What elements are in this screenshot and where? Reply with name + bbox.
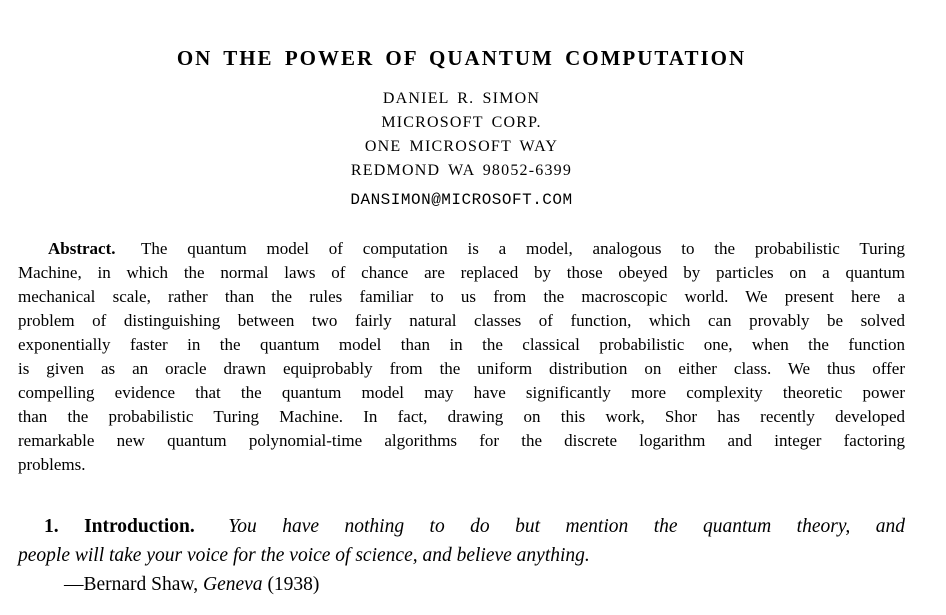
- introduction-quote-line2: people will take your voice for the voice of science, and believe anything.: [18, 545, 590, 566]
- quote-attribution: [18, 570, 905, 599]
- introduction-quote-line1: You have nothing to do but mention the quantum theory, and: [228, 516, 905, 537]
- abstract-line: mechanical scale, rather than the rules familiar to us from the macroscopic world. We present here a: [18, 287, 905, 306]
- author-block: [18, 87, 905, 183]
- abstract-line: is given as an oracle drawn equiprobably from the uniform distribution on either class. We thus offer: [18, 359, 905, 378]
- author-affiliation: MICROSOFT CORP.: [381, 114, 542, 131]
- attribution-source: Geneva: [203, 574, 263, 595]
- paper-title: ON THE POWER OF QUANTUM COMPUTATION: [176, 46, 747, 70]
- abstract-line: remarkable new quantum polynomial-time algorithms for the discrete logarithm and integer factoring: [18, 431, 905, 450]
- abstract-line: [18, 237, 905, 261]
- abstract-line: exponentially faster in the quantum model than in the classical probabilistic one, when the function: [18, 335, 905, 354]
- author-name: DANIEL R. SIMON: [382, 90, 541, 107]
- introduction-section: [18, 512, 905, 599]
- author-address-line1: ONE MICROSOFT WAY: [364, 138, 559, 155]
- abstract-line: than the probabilistic Turing Machine. In fact, drawing on this work, Shor has recently developed: [18, 407, 905, 426]
- abstract-line: Machine, in which the normal laws of chance are replaced by those obeyed by particles on a quantum: [18, 263, 905, 282]
- abstract-text: The quantum model of computation is a model, analogous to the probabilistic Turing: [141, 239, 906, 258]
- abstract-line: problems.: [18, 455, 86, 474]
- author-email: DANSIMON@MICROSOFT.COM: [350, 191, 573, 209]
- attribution-year: (1938): [267, 574, 320, 595]
- abstract-line: compelling evidence that the quantum model may have significantly more complexity theoretic power: [18, 383, 905, 402]
- abstract-label: Abstract.: [48, 239, 116, 258]
- introduction-heading: 1. Introduction.: [44, 516, 195, 537]
- introduction-first-line: [18, 512, 905, 541]
- abstract-line: problem of distinguishing between two fairly natural classes of function, which can provably be solved: [18, 311, 905, 330]
- author-address-line2: REDMOND WA 98052-6399: [350, 162, 573, 179]
- attribution-author: —Bernard Shaw,: [64, 574, 199, 595]
- abstract-section: [18, 237, 905, 477]
